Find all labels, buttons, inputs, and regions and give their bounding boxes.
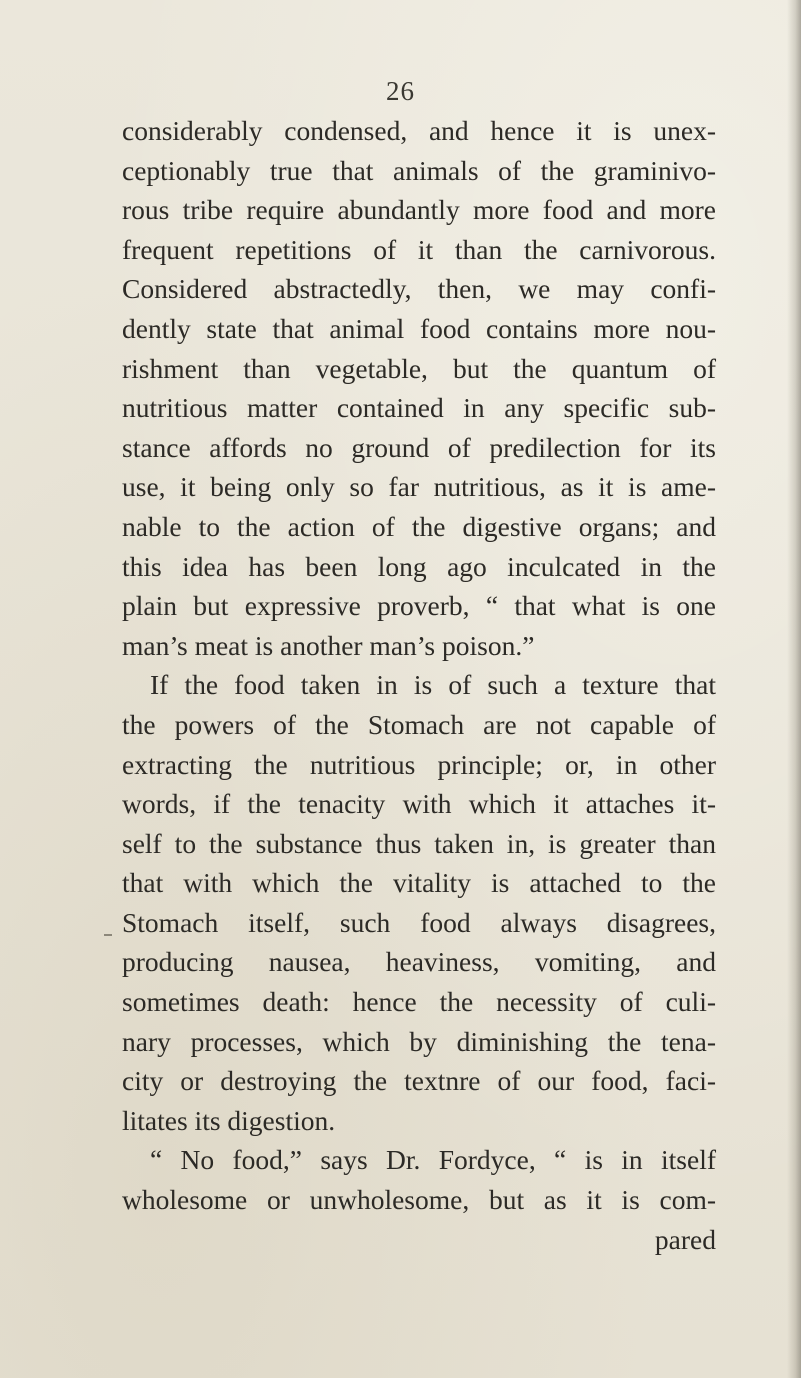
catchword: pared — [654, 1223, 716, 1255]
text-line: man’s meat is another man’s poison.” — [122, 629, 535, 661]
text-line: nary processes, which by diminishing the tena- — [122, 1025, 716, 1057]
text-line: nable to the action of the digestive organs; and — [122, 510, 716, 542]
text-line: city or destroying the textnre of our food, faci- — [122, 1065, 716, 1097]
body-text — [122, 111, 716, 1259]
text-line: this idea has been long ago inculcated in the — [122, 550, 716, 582]
text-line: considerably condensed, and hence it is unex- — [122, 115, 716, 146]
text-line: producing nausea, heaviness, vomiting, and — [122, 946, 716, 978]
text-line: that with which the vitality is attached to the — [122, 867, 716, 899]
text-line: Stomach itself, such food always disagrees, — [122, 906, 716, 938]
text-line: litates its digestion. — [122, 1104, 336, 1136]
margin-mark — [104, 934, 112, 936]
text-line: plain but expressive proverb, “ that what is one — [122, 590, 716, 622]
text-line: self to the substance thus taken in, is greater than — [122, 827, 716, 859]
paragraph-start-line: If the food taken in is of such a texture that — [150, 669, 716, 701]
text-line: stance affords no ground of predilection for its — [122, 431, 716, 463]
text-line: Considered abstractedly, then, we may confi- — [122, 273, 716, 305]
page-number: 26 — [386, 76, 415, 106]
text-line: nutritious matter contained in any specific sub- — [122, 392, 716, 424]
text-line: the powers of the Stomach are not capable of — [122, 708, 716, 740]
text-line: ceptionably true that animals of the graminivo- — [122, 154, 716, 186]
paragraph-start-line: “ No food,” says Dr. Fordyce, “ is in itself — [150, 1144, 716, 1176]
text-line: dently state that animal food contains more nou- — [122, 312, 716, 344]
text-line: use, it being only so far nutritious, as it is ame- — [122, 471, 716, 503]
text-line: wholesome or unwholesome, but as it is com- — [122, 1184, 716, 1216]
page-edge-shadow — [787, 0, 801, 1378]
text-line: extracting the nutritious principle; or, in other — [122, 748, 716, 780]
text-line: sometimes death: hence the necessity of culi- — [122, 986, 716, 1018]
text-line: rous tribe require abundantly more food and more — [122, 194, 716, 226]
text-line: words, if the tenacity with which it attaches it- — [122, 788, 716, 820]
text-line: frequent repetitions of it than the carnivorous. — [122, 233, 716, 265]
text-line: rishment than vegetable, but the quantum of — [122, 352, 716, 384]
